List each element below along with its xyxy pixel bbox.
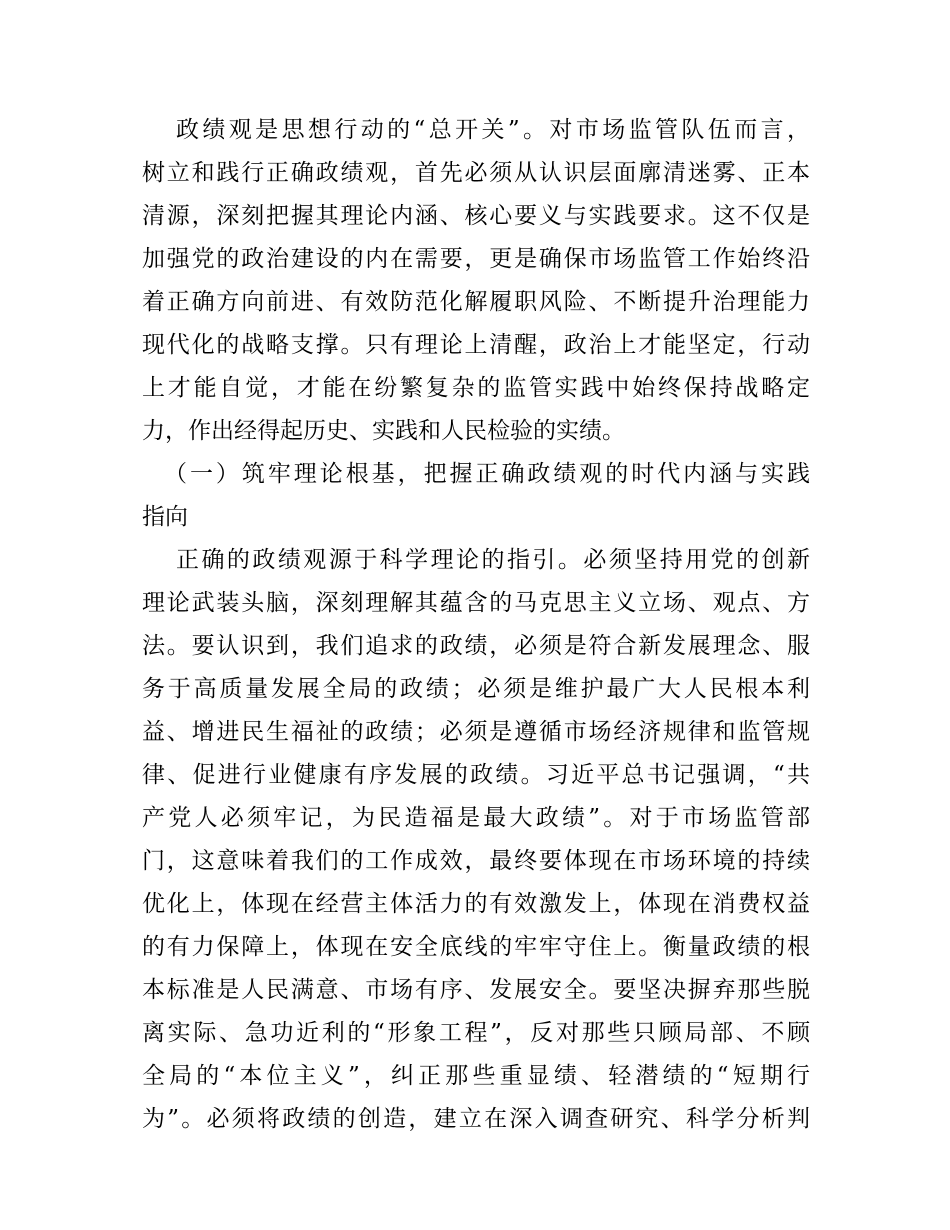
text-line: 离实际、急功近利的“形象工程”，反对那些只顾局部、不顾: [142, 1020, 810, 1046]
text-line: 务于高质量发展全局的政绩；必须是维护最广大人民根本利: [142, 676, 810, 702]
text-line: 理论武装头脑，深刻理解其蕴含的马克思主义立场、观点、方: [142, 590, 810, 616]
text-line: 的有力保障上，体现在安全底线的牢牢守住上。衡量政绩的根: [142, 934, 810, 960]
text-line: （一）筑牢理论根基，把握正确政绩观的时代内涵与实践: [164, 461, 810, 487]
text-line: 着正确方向前进、有效防范化解履职风险、不断提升治理能力: [142, 289, 810, 315]
text-line: 全局的“本位主义”，纠正那些重显绩、轻潜绩的“短期行: [142, 1063, 810, 1089]
text-line: 产党人必须牢记，为民造福是最大政绩”。对于市场监管部: [142, 805, 810, 831]
document-page: [142, 109, 810, 1141]
text-line: 政绩观是思想行动的“总开关”。对市场监管队伍而言，: [176, 117, 810, 143]
text-line: 上才能自觉，才能在纷繁复杂的监管实践中始终保持战略定: [142, 375, 810, 401]
text-line: 加强党的政治建设的内在需要，更是确保市场监管工作始终沿: [142, 246, 810, 272]
text-line: 为”。必须将政绩的创造，建立在深入调查研究、科学分析判: [142, 1106, 810, 1132]
text-line: 门，这意味着我们的工作成效，最终要体现在市场环境的持续: [142, 848, 810, 874]
text-line: 益、增进民生福祉的政绩；必须是遵循市场经济规律和监管规: [142, 719, 810, 745]
text-line: 现代化的战略支撑。只有理论上清醒，政治上才能坚定，行动: [142, 332, 810, 358]
text-line: 指向: [142, 504, 188, 530]
body-paragraph: [142, 539, 810, 1141]
text-line: 清源，深刻把握其理论内涵、核心要义与实践要求。这不仅是: [142, 203, 810, 229]
text-line: 法。要认识到，我们追求的政绩，必须是符合新发展理念、服: [142, 633, 810, 659]
text-line: 律、促进行业健康有序发展的政绩。习近平总书记强调，“共: [142, 762, 810, 788]
body-paragraph: [142, 109, 810, 453]
text-line: 力，作出经得起历史、实践和人民检验的实绩。: [142, 418, 625, 444]
text-line: 优化上，体现在经营主体活力的有效激发上，体现在消费权益: [142, 891, 810, 917]
text-line: 正确的政绩观源于科学理论的指引。必须坚持用党的创新: [176, 547, 810, 573]
text-line: 本标准是人民满意、市场有序、发展安全。要坚决摒弃那些脱: [142, 977, 810, 1003]
section-heading: [142, 453, 810, 539]
text-line: 树立和践行正确政绩观，首先必须从认识层面廓清迷雾、正本: [142, 160, 810, 186]
